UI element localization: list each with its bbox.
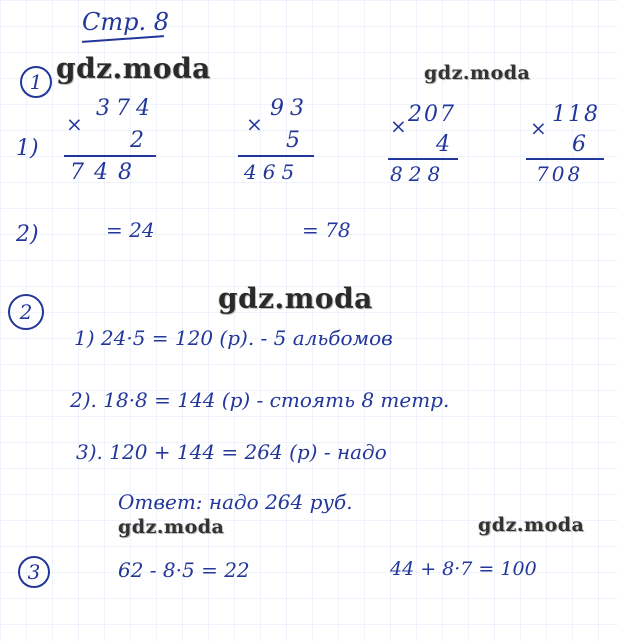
multiplier: 2 (130, 128, 144, 153)
multiply-sign: × (66, 112, 83, 136)
watermark: gdz.moda (118, 516, 225, 538)
product: 465 (244, 160, 301, 184)
multiply-sign: × (246, 112, 263, 136)
task-number-circle (18, 556, 50, 588)
task-number: 3 (27, 560, 41, 584)
task-number: 2 (19, 300, 33, 324)
task-number: 1 (29, 70, 43, 94)
product: 748 (70, 160, 142, 185)
watermark: gdz.moda (56, 52, 211, 85)
multiplier: 6 (572, 132, 586, 157)
product: 828 (390, 162, 447, 186)
result-line (388, 158, 458, 160)
watermark: gdz.moda (424, 62, 531, 84)
solution-line: 3). 120 + 144 = 264 (р) - надо (76, 440, 387, 464)
answer-line: Ответ: надо 264 руб. (118, 490, 353, 514)
subtask-label: 1) (16, 136, 39, 161)
page-label: Стр. 8 (82, 8, 170, 36)
multiplier: 5 (286, 128, 300, 153)
task-number-circle (20, 66, 52, 98)
subtask-label: 2) (16, 222, 39, 247)
solution-line: 1) 24·5 = 120 (р). - 5 альбомов (74, 326, 393, 350)
multiplicand: 207 (408, 102, 456, 127)
multiplicand: 374 (96, 96, 156, 121)
page-label-underline (82, 35, 164, 43)
watermark: gdz.moda (478, 514, 585, 536)
result-line (526, 158, 604, 160)
result-line (64, 155, 156, 157)
multiplier: 4 (436, 132, 450, 157)
task-number-circle (8, 294, 44, 330)
multiplicand: 93 (270, 96, 310, 121)
multiply-sign: × (390, 114, 407, 138)
multiply-sign: × (530, 116, 547, 140)
result-line (238, 155, 314, 157)
expression: 62 - 8·5 = 22 (118, 558, 250, 582)
watermark: gdz.moda (218, 282, 373, 315)
result-value: = 24 (106, 218, 155, 242)
expression: 44 + 8·7 = 100 (390, 558, 537, 580)
result-value: = 78 (302, 218, 351, 242)
product: 708 (536, 162, 584, 186)
solution-line: 2). 18·8 = 144 (р) - стоять 8 тетр. (70, 388, 450, 412)
multiplicand: 118 (552, 102, 600, 127)
